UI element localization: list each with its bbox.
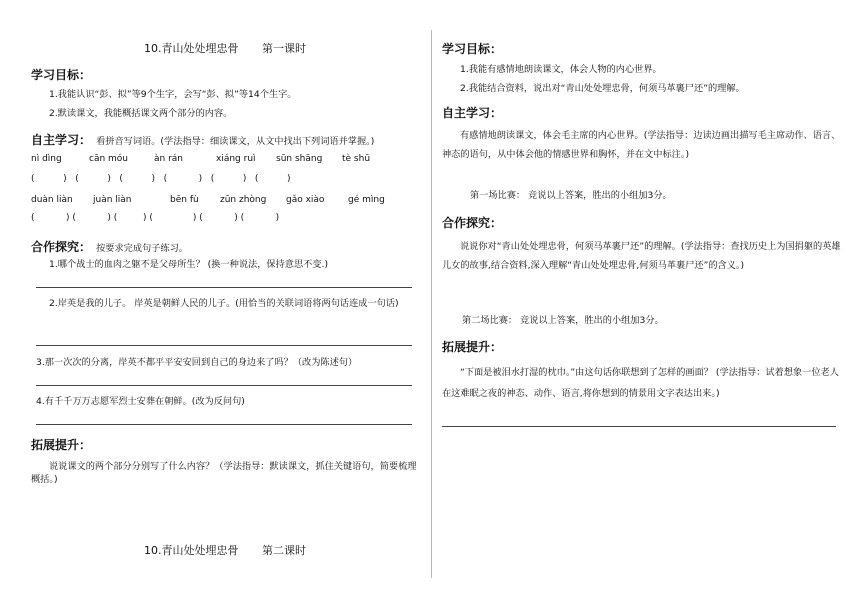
lesson-period: 第一课时 — [262, 42, 306, 55]
lesson-period-2: 第二课时 — [262, 544, 306, 557]
coop-heading-2: 合作探究： — [442, 216, 503, 230]
right-column — [432, 0, 860, 607]
extension-text: 说说课文的两个部分分别写了什么内容？（学法指导：默读课文，抓住关键语句，简要梳理概括。) — [31, 461, 417, 485]
pinyin-1-3: àn rán — [154, 154, 183, 164]
pinyin-1-1: nì dìng — [31, 154, 62, 164]
pinyin-2-1: duàn liàn — [31, 195, 73, 205]
answer-line-3[interactable] — [36, 385, 412, 386]
extension-heading: 拓展提升： — [31, 438, 92, 452]
question-3: 3.那一次次的分离，岸英不都平平安安回到自己的身边来了吗？（改为陈述句） — [36, 357, 358, 368]
pinyin-1-6: tè shū — [342, 154, 371, 164]
pinyin-2-2: juàn liàn — [93, 195, 132, 205]
answer-line-1[interactable] — [36, 287, 412, 288]
goal-2-2: 2.我能结合资料，说出对“青山处处埋忠骨，何须马革裹尸还”的理解。 — [460, 83, 745, 94]
self-study-text: 看拼音写词语。(学法指导：细读课文，从文中找出下列词语并掌握。) — [96, 136, 375, 147]
pinyin-2-3: bēn fù — [170, 195, 199, 205]
extension-heading-2: 拓展提升： — [442, 340, 503, 354]
pinyin-2-5: gǎo xiào — [286, 195, 325, 205]
answer-line-4[interactable] — [36, 424, 412, 425]
self-study-heading: 自主学习： — [31, 133, 92, 147]
coop-text: 按要求完成句子练习。 — [96, 243, 188, 254]
title-text: 10.青山处处埋忠骨 — [144, 42, 239, 55]
answer-line-right[interactable] — [442, 426, 836, 427]
self-study-text-2: 有感情地朗读课文，体会毛主席的内心世界。(学法指导：边读边画出描写毛主席动作、语言、神态的语句，从中体会他的情感世界和胸怀，并在文中标注。) — [442, 130, 841, 160]
coop-line — [31, 236, 188, 255]
pinyin-2-4: zūn zhòng — [220, 195, 267, 205]
contest-1: 第一场比赛： 竞说以上答案，胜出的小组加3分。 — [470, 190, 672, 201]
question-2: 2.岸英是我的儿子。 岸英是朝鲜人民的儿子。(用恰当的关联词语将两句话连成一句话) — [49, 298, 399, 309]
answer-line-2[interactable] — [36, 345, 412, 346]
pinyin-2-6: gé mìng — [348, 195, 385, 205]
pinyin-1-5: sūn shāng — [276, 154, 323, 164]
question-4: 4.有千千万万志愿军烈士安葬在朝鲜。(改为反问句) — [36, 396, 245, 407]
pinyin-1-2: cān móu — [89, 154, 129, 164]
self-study-line — [31, 129, 374, 148]
pinyin-1-4: xiáng ruì — [216, 154, 256, 164]
answer-blanks-row2[interactable]: ( ) ( ) ( ) ( ) ( ) ( ) — [31, 213, 280, 223]
lesson-title — [144, 40, 306, 56]
goal-2: 2.默读课文，我能概括课文两个部分的内容。 — [49, 108, 233, 119]
answer-blanks-row1[interactable]: ( ) ( ) ( ) ( ) ( ) ( ) — [31, 174, 291, 184]
question-1: 1.哪个战士的血肉之躯不是父母所生？ (换一种说法，保持意思不变.) — [49, 259, 329, 270]
goal-2-1: 1.我能有感情地朗读课文，体会人物的内心世界。 — [460, 64, 662, 75]
title-text-2: 10.青山处处埋忠骨 — [144, 544, 239, 557]
coop-text-2: 说说你对“青山处处埋忠骨，何须马革裹尸还”的理解。(学法指导：查找历史上为国捐躯的英雄儿女的故事,结合资料,深入理解“青山处处埋忠骨,何须马革裹尸还”的含义。) — [442, 241, 841, 271]
goals-heading-2: 学习目标： — [442, 42, 503, 56]
extension-text-2: “下面是被泪水打湿的枕巾。”由这句话你联想到了怎样的画面？ (学法指导：试着想象一位老人在这难眠之夜的神态、动作、语言,将你想到的情景用文字表达出来。) — [442, 367, 839, 399]
lesson-title-2 — [144, 542, 306, 558]
goal-1: 1.我能认识“彭、拟”等9个生字，会写“彭、拟”等14个生字。 — [49, 89, 297, 100]
goals-heading: 学习目标： — [31, 68, 92, 82]
coop-heading: 合作探究： — [31, 240, 92, 254]
self-study-heading-2: 自主学习： — [442, 106, 503, 120]
contest-2: 第二场比赛： 竞说以上答案，胜出的小组加3分。 — [462, 315, 664, 326]
